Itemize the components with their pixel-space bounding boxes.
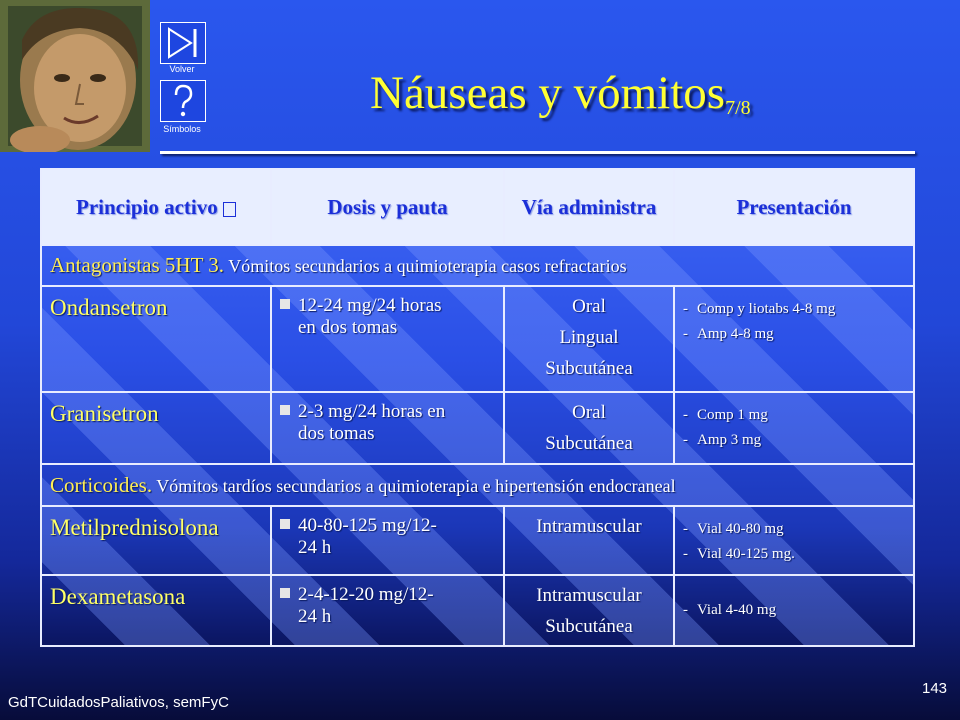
bullet-icon	[280, 588, 290, 598]
header-presentacion: Presentación	[674, 169, 914, 245]
header-via: Vía administra	[504, 169, 674, 245]
group-desc: Vómitos tardíos secundarios a quimioterapia e hipertensión endocraneal	[152, 475, 676, 496]
drug-name: Granisetron	[41, 392, 271, 464]
dose-cell: 40-80-125 mg/12- 24 h	[271, 506, 504, 575]
table-header-row	[41, 169, 914, 245]
portrait-drawing	[0, 0, 150, 152]
back-button[interactable]	[160, 22, 206, 64]
table-row	[41, 575, 914, 646]
presentation-cell: - Comp 1 mg - Amp 3 mg	[674, 392, 914, 464]
page-number: 143	[922, 680, 948, 697]
question-icon	[161, 81, 205, 121]
group-row	[41, 245, 914, 286]
header-principio: Principio activo	[41, 169, 271, 245]
dose-cell: 2-3 mg/24 horas en dos tomas	[271, 392, 504, 464]
drug-name: Metilprednisolona	[41, 506, 271, 575]
portrait-image	[0, 0, 150, 152]
group-corticoides	[41, 464, 914, 506]
group-antagonistas	[41, 245, 914, 286]
drug-name: Ondansetron	[41, 286, 271, 392]
symbols-button[interactable]	[160, 80, 206, 122]
principio-symbol-icon	[223, 202, 236, 217]
via-cell: Oral Subcutánea	[504, 392, 674, 464]
table-row	[41, 286, 914, 392]
bullet-icon	[280, 299, 290, 309]
group-name: Antagonistas 5HT 3.	[50, 253, 225, 277]
presentation-cell: - Vial 40-80 mg - Vial 40-125 mg.	[674, 506, 914, 575]
group-desc: Vómitos secundarios a quimioterapia casos refractarios	[224, 256, 627, 276]
presentation-cell: - Vial 4-40 mg	[674, 575, 914, 646]
bullet-icon	[280, 405, 290, 415]
back-icon	[161, 23, 205, 63]
header-dosis: Dosis y pauta	[271, 169, 504, 245]
back-label: Volver	[169, 64, 195, 74]
bullet-icon	[280, 519, 290, 529]
dose-cell: 2-4-12-20 mg/12- 24 h	[271, 575, 504, 646]
drug-name: Dexametasona	[41, 575, 271, 646]
page-title-main: Náuseas y vómitos	[370, 67, 726, 119]
group-row	[41, 464, 914, 506]
footer-credit: GdTCuidadosPaliativos, semFyC	[8, 694, 229, 711]
via-cell: Oral Lingual Subcutánea	[504, 286, 674, 392]
group-name: Corticoides.	[50, 472, 153, 497]
presentation-cell: - Comp y liotabs 4-8 mg - Amp 4-8 mg	[674, 286, 914, 392]
via-cell: Intramuscular Subcutánea	[504, 575, 674, 646]
page-title-sub: 7/8	[725, 97, 751, 119]
title-divider	[160, 151, 915, 154]
via-cell: Intramuscular	[504, 506, 674, 575]
table-row	[41, 506, 914, 575]
table-row	[41, 392, 914, 464]
drug-table	[40, 168, 915, 647]
page-title	[370, 66, 751, 120]
dose-cell: 12-24 mg/24 horas en dos tomas	[271, 286, 504, 392]
symbols-label: Símbolos	[163, 124, 201, 134]
